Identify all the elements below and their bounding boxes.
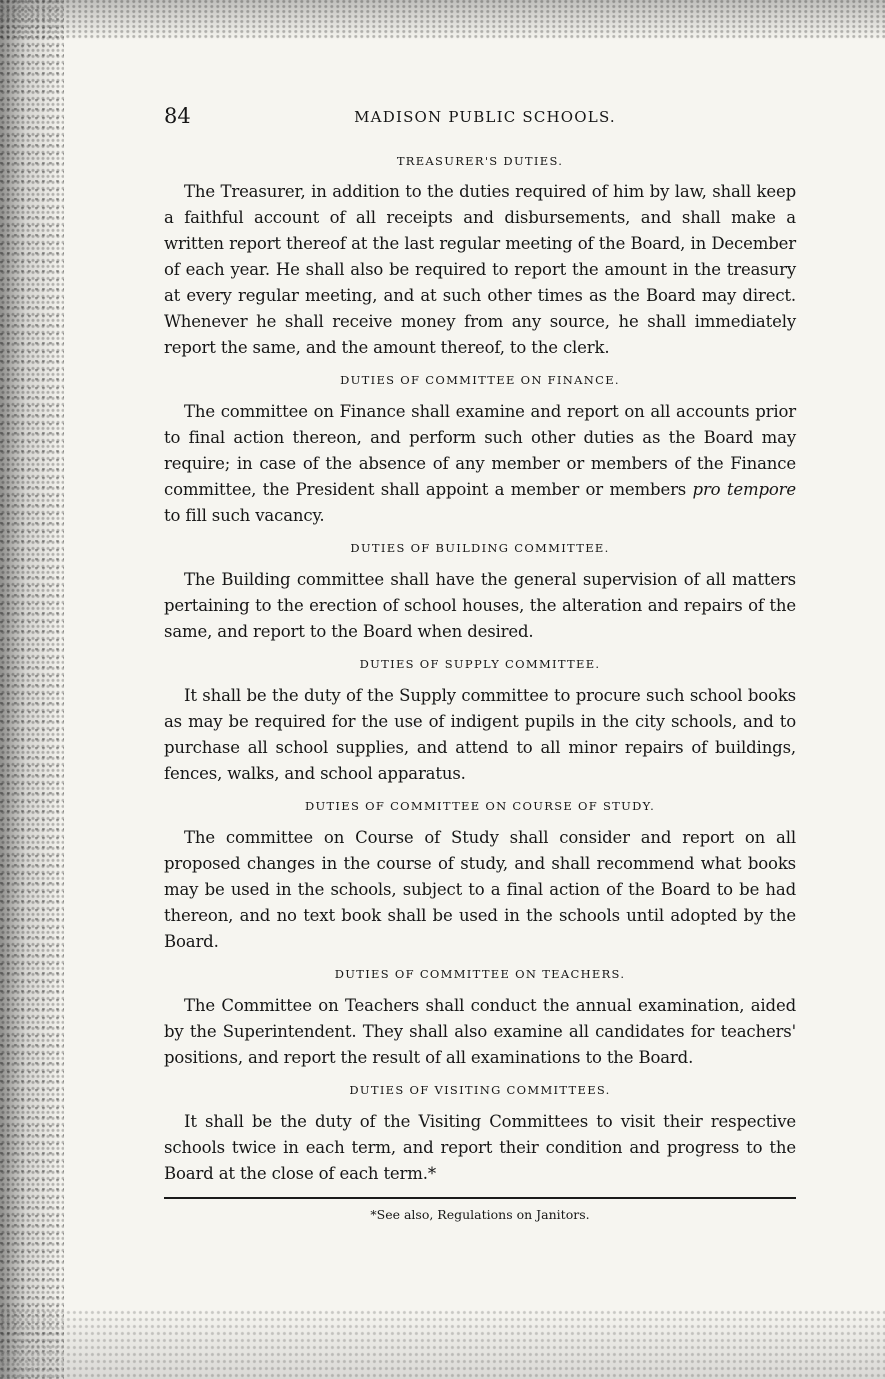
para-supply-committee: It shall be the duty of the Supply committee to procure such school books as may be required for the use of indigent pupils in the city schools, and to purchase all school supplies, and attend to all minor repairs of buildings, fences, walks, and school apparatus. [164, 686, 796, 783]
para-building-committee: The Building committee shall have the general supervision of all matters pertaining to the erection of school houses, the alteration and repairs of the same, and report to the Board when desired. [164, 570, 796, 641]
para-finance-committee [164, 399, 796, 529]
heading-course-of-study-committee: DUTIES OF COMMITTEE ON COURSE OF STUDY. [304, 799, 656, 813]
para-course-of-study-committee: The committee on Course of Study shall consider and report on all proposed changes in the course of study, and shall recommend what books may be used in the schools, subject to a final action of the Board to be had thereon, and no text book shall be used in the schools until adopted by the Board. [164, 828, 796, 951]
heading-treasurer-duties: TREASURER'S DUTIES. [396, 154, 564, 168]
heading-teachers-committee: DUTIES OF COMMITTEE ON TEACHERS. [334, 967, 626, 981]
heading-visiting-committees: DUTIES OF VISITING COMMITTEES. [349, 1083, 611, 1097]
footnote: *See also, Regulations on Janitors. [370, 1207, 590, 1222]
footnote-rule [164, 1197, 796, 1199]
finance-text-italic: pro tempore [692, 480, 796, 499]
finance-text-start: The committee on Finance shall examine and report on all accounts prior to final action thereon, and perform such other duties as the Board may require; in case of the absence of any member or members of the Finance committee, the President shall appoint a member or members [164, 402, 796, 499]
para-visiting-committees: It shall be the duty of the Visiting Committees to visit their respective schools twice in each term, and report their condition and progress to the Board at the close of each term.* [164, 1112, 796, 1183]
heading-building-committee: DUTIES OF BUILDING COMMITTEE. [350, 541, 610, 555]
heading-finance-committee: DUTIES OF COMMITTEE ON FINANCE. [340, 373, 620, 387]
page-number: 84 [164, 104, 191, 128]
para-treasurer-duties: The Treasurer, in addition to the duties required of him by law, shall keep a faithful account of all receipts and disbursements, and shall make a written report thereof at the last regular meeting of the Board, in December of each year. He shall also be required to report the amount in the treasury at every regular meeting, and at such other times as the Board may direct. Whenever he shall receive money from any source, he shall immediately report the same, and the amount thereof, to the clerk. [164, 182, 796, 357]
para-teachers-committee: The Committee on Teachers shall conduct the annual examination, aided by the Superintendent. They shall also examine all candidates for teachers' positions, and report the result of all examinations to the Board. [164, 996, 796, 1067]
running-title: MADISON PUBLIC SCHOOLS. [354, 108, 616, 126]
heading-supply-committee: DUTIES OF SUPPLY COMMITTEE. [359, 657, 601, 671]
scan-shadow-left [0, 0, 64, 1379]
scan-shadow-bottom [0, 1309, 885, 1379]
scan-shadow-top [0, 0, 885, 40]
finance-text-end: to fill such vacancy. [164, 506, 325, 525]
running-head [164, 104, 796, 134]
page-body [164, 104, 796, 1222]
